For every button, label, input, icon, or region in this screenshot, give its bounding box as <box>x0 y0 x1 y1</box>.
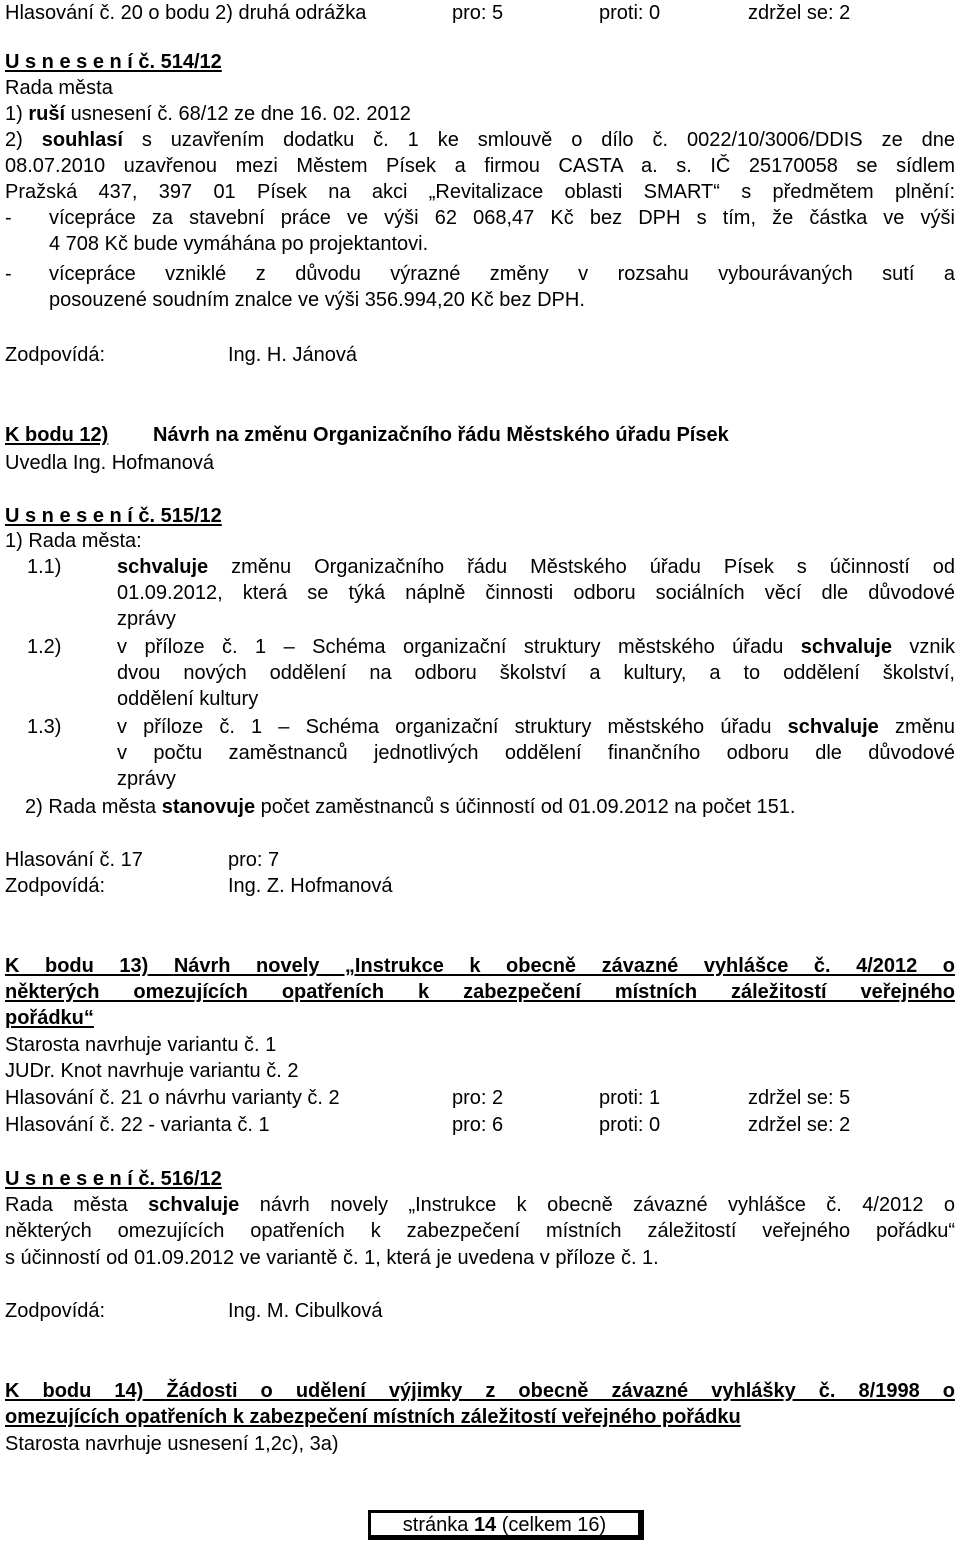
resolution-515-item-1-1 <box>5 554 955 632</box>
resolution-514-point-2-line-1 <box>5 127 955 153</box>
item-text: vznik <box>891 636 955 658</box>
page-number-box <box>368 1510 644 1540</box>
resolution-515-item-1-3 <box>5 714 955 792</box>
item-line-3: zprávy <box>117 768 176 790</box>
responsible-label: Zodpovídá: <box>5 344 106 366</box>
resolution-516-line-1 <box>5 1192 955 1218</box>
item-13-heading-line-1 <box>5 953 955 979</box>
point-text: s uzavřením dodatku č. 1 ke smlouvě o dílo č. 0022/10/3006/DDIS ze dne <box>122 129 956 151</box>
item-verb: schvaluje <box>800 636 892 658</box>
vote-20-zdrzel: zdržel se: 2 <box>748 2 851 24</box>
resolution-516-line-2: některých omezujících opatřeních k zabezpečení místních záležitostí veřejného pořádku“ <box>5 1220 955 1242</box>
item-14-heading-line-1 <box>5 1378 955 1404</box>
item-number: 1.3) <box>27 716 62 738</box>
item-13-mayor-proposal: Starosta navrhuje variantu č. 1 <box>5 1034 277 1056</box>
vote-21-label: Hlasování č. 21 o návrhu varianty č. 2 <box>5 1087 340 1109</box>
point-verb: stanovuje <box>161 796 256 818</box>
page-prefix: stránka <box>402 1514 474 1536</box>
item-13-heading-line-2: některých omezujících opatřeních k zabezpečení místních záležitostí veřejného <box>5 981 955 1003</box>
item-number: 1.1) <box>27 556 62 578</box>
vote-20-label: Hlasování č. 20 o bodu 2) druhá odrážka <box>5 2 367 24</box>
page-suffix: (celkem 16) <box>496 1514 607 1536</box>
item-verb: schvaluje <box>787 716 879 738</box>
vote-22-pro: pro: 6 <box>452 1114 504 1136</box>
vote-20-proti: proti: 0 <box>599 2 661 24</box>
dash-item-line-2: 4 708 Kč bude vymáhána po projektantovi. <box>49 233 429 255</box>
dash-item-line-1: vícepráce za stavební práce ve výši 62 068,47 Kč bez DPH s tím, že částka ve výši <box>49 207 955 229</box>
point-number: 2) <box>5 129 23 151</box>
vote-21-zdrzel: zdržel se: 5 <box>748 1087 851 1109</box>
resolution-514-dash-item-2 <box>5 261 955 313</box>
vote-17-pro: pro: 7 <box>228 849 280 871</box>
item-number: K bodu 12) <box>5 424 109 446</box>
point-verb: souhlasí <box>41 129 123 151</box>
dash-item-line-2: posouzené soudním znalce ve výši 356.994,20 Kč bez DPH. <box>49 289 585 311</box>
page-current: 14 <box>473 1514 497 1536</box>
resolution-515-title: U s n e s e n í č. 515/12 <box>5 505 222 527</box>
point-number: 1) <box>5 103 23 125</box>
resolution-514-body: Rada města <box>5 77 113 99</box>
resolution-514-title: U s n e s e n í č. 514/12 <box>5 51 222 73</box>
item-text: změnu <box>878 716 955 738</box>
responsible-label: Zodpovídá: <box>5 875 106 897</box>
resolution-514-point-2-line-2: 08.07.2010 uzavřenou mezi Městem Písek a firmou CASTA a. s. IČ 25170058 se sídlem <box>5 155 955 177</box>
item-number: 1.2) <box>27 636 62 658</box>
item-line-2: v počtu zaměstnanců jednotlivých oddělení finančního odboru dle důvodové <box>117 742 955 764</box>
item-12-heading <box>5 422 818 448</box>
item-14-mayor-proposal: Starosta navrhuje usnesení 1,2c), 3a) <box>5 1433 339 1455</box>
point-text: počet zaměstnanců s účinností od 01.09.2012 na počet 151. <box>255 796 796 818</box>
item-title: Návrh na změnu Organizačního řádu Městského úřadu Písek <box>153 424 729 446</box>
item-title: Návrh novely „Instrukce k obecně závazné vyhlášce č. 4/2012 o <box>173 955 955 977</box>
item-number: K bodu 14) <box>5 1380 144 1402</box>
item-line-1 <box>117 634 955 660</box>
item-line-1 <box>117 554 955 580</box>
vote-22-label: Hlasování č. 22 - varianta č. 1 <box>5 1114 270 1136</box>
item-text: změnu Organizačního řádu Městského úřadu Písek s účinností od <box>208 556 955 578</box>
point-text: 2) Rada města <box>25 796 162 818</box>
item-text: v příloze č. 1 – Schéma organizační struktury městského úřadu <box>117 636 801 658</box>
dash-marker: - <box>5 207 12 229</box>
resolution-514-point-2-line-3: Pražská 437, 397 01 Písek na akci „Revitalizace oblasti SMART“ s předmětem plnění: <box>5 181 955 203</box>
resolution-text: návrh novely „Instrukce k obecně závazné vyhlášce č. 4/2012 o <box>239 1194 956 1216</box>
item-line-3: oddělení kultury <box>117 688 259 710</box>
responsible-label: Zodpovídá: <box>5 1300 106 1322</box>
point-verb: ruší <box>28 103 66 125</box>
item-line-1 <box>117 714 955 740</box>
responsible-name: Ing. H. Jánová <box>228 344 357 366</box>
point-text: usnesení č. 68/12 ze dne 16. 02. 2012 <box>65 103 411 125</box>
vote-22-proti: proti: 0 <box>599 1114 661 1136</box>
resolution-text: Rada města <box>5 1194 149 1216</box>
resolution-514-dash-item-1 <box>5 205 955 257</box>
resolution-verb: schvaluje <box>148 1194 240 1216</box>
item-line-3: zprávy <box>117 608 176 630</box>
item-13-heading-line-3: pořádku“ <box>5 1007 94 1029</box>
resolution-516-line-3: s účinností od 01.09.2012 ve variantě č. 1, která je uvedena v příloze č. 1. <box>5 1247 659 1269</box>
item-text: v příloze č. 1 – Schéma organizační struktury městského úřadu <box>117 716 788 738</box>
resolution-514-point-1 <box>5 101 411 127</box>
item-number: K bodu 13) <box>5 955 149 977</box>
vote-20-pro: pro: 5 <box>452 2 504 24</box>
item-line-2: dvou nových oddělení na odboru školství a kultury, a to oddělení školství, <box>117 662 955 684</box>
item-verb: schvaluje <box>117 556 209 578</box>
vote-21-proti: proti: 1 <box>599 1087 661 1109</box>
vote-17-label: Hlasování č. 17 <box>5 849 143 871</box>
dash-item-line-1: vícepráce vzniklé z důvodu výrazné změny v rozsahu vybourávaných sutí a <box>49 263 955 285</box>
item-14-heading-line-2: omezujících opatřeních k zabezpečení místních záležitostí veřejného pořádku <box>5 1406 741 1428</box>
resolution-515-intro: 1) Rada města: <box>5 530 142 552</box>
item-12-presenter: Uvedla Ing. Hofmanová <box>5 452 215 474</box>
vote-21-pro: pro: 2 <box>452 1087 504 1109</box>
dash-marker: - <box>5 263 12 285</box>
vote-22-zdrzel: zdržel se: 2 <box>748 1114 851 1136</box>
item-title: Žádosti o udělení výjimky z obecně závazné vyhlášky č. 8/1998 o <box>166 1380 955 1402</box>
resolution-515-item-1-2 <box>5 634 955 712</box>
item-line-2: 01.09.2012, která se týká náplně činnosti odboru sociálních věcí dle důvodové <box>117 582 955 604</box>
resolution-516-title: U s n e s e n í č. 516/12 <box>5 1168 222 1190</box>
responsible-name: Ing. Z. Hofmanová <box>228 875 393 897</box>
vote-20-row <box>5 0 366 26</box>
responsible-name: Ing. M. Cibulková <box>228 1300 383 1322</box>
item-13-knot-proposal: JUDr. Knot navrhuje variantu č. 2 <box>5 1060 299 1082</box>
resolution-515-point-2 <box>25 794 795 820</box>
